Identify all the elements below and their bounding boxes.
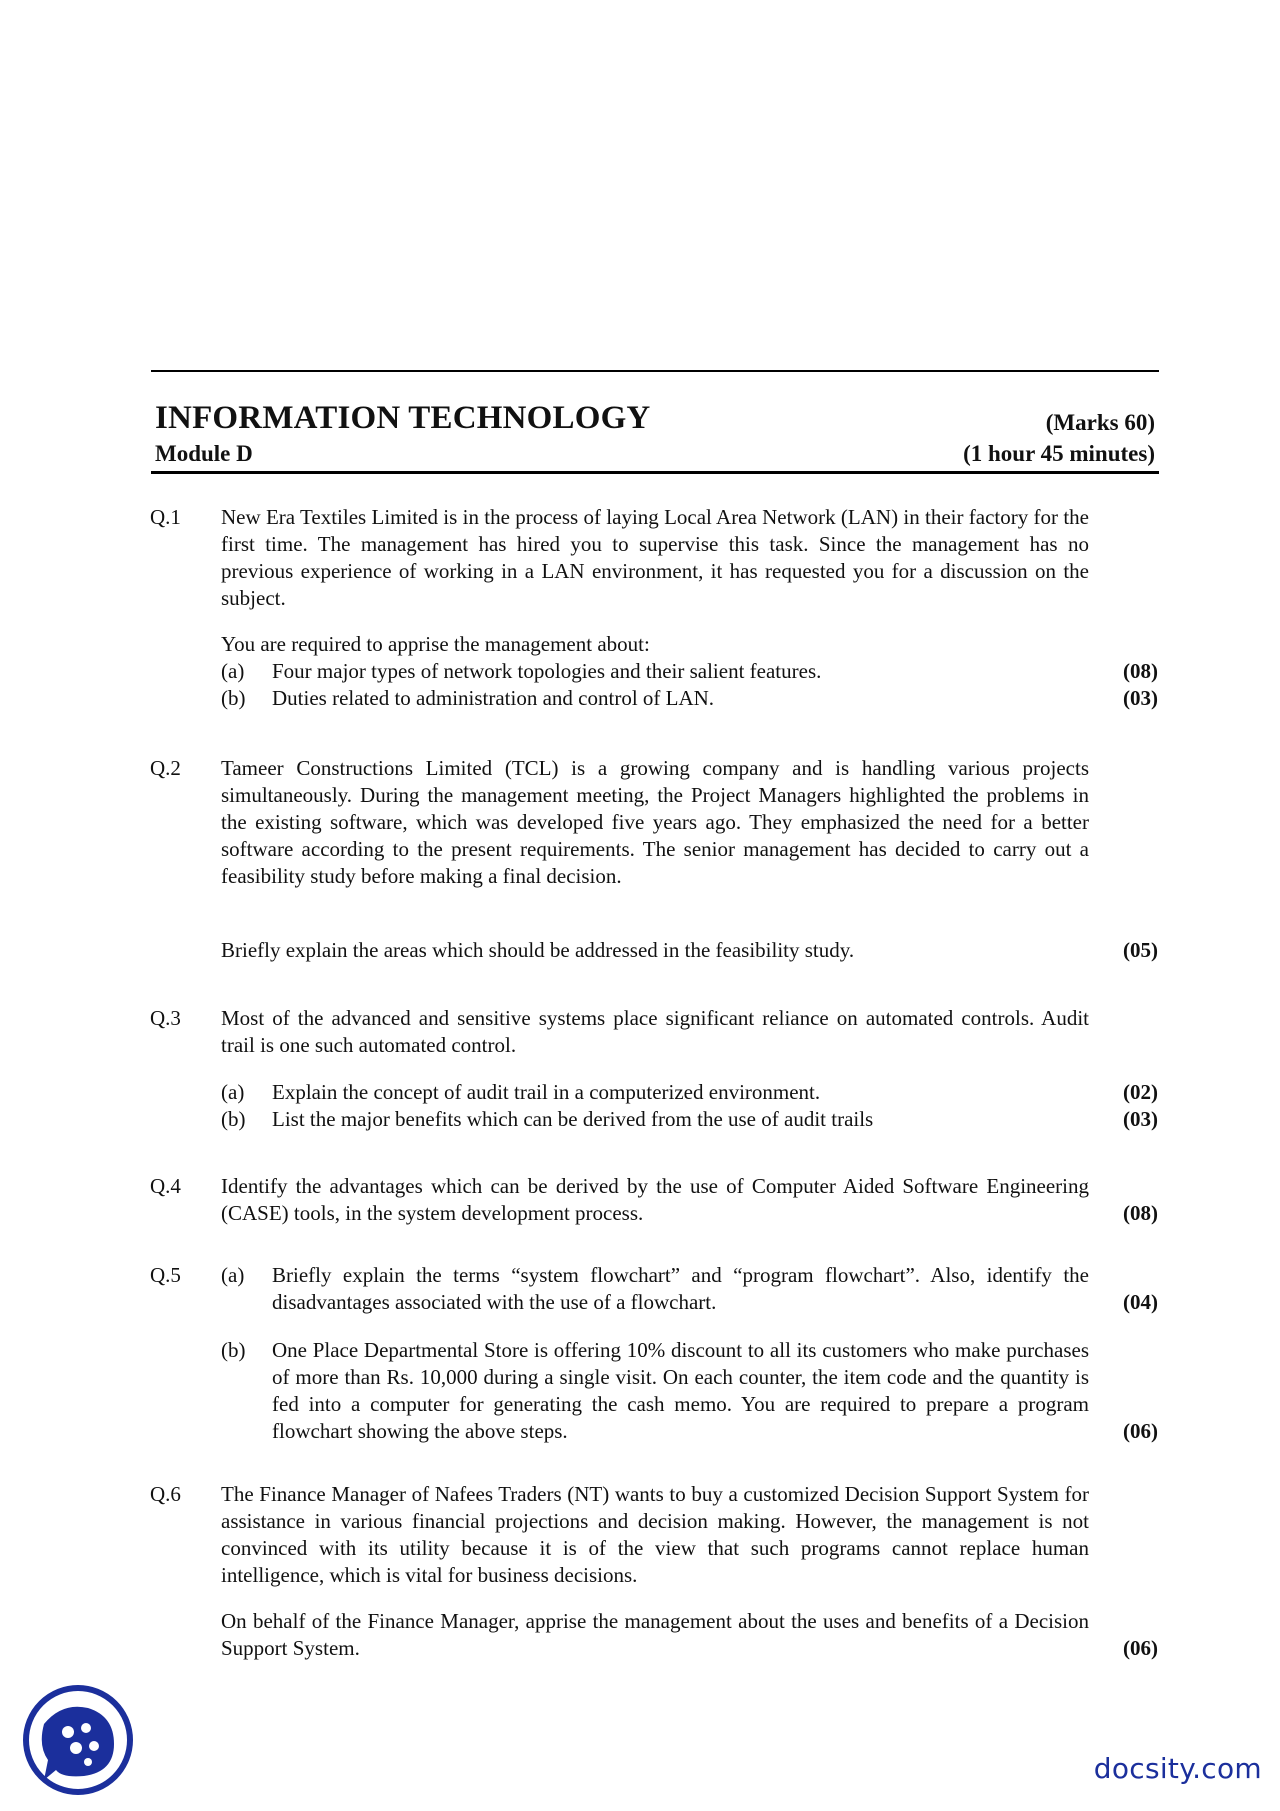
question-text: New Era Textiles Limited is in the process of laying Local Area Network (LAN) in their factory for the first time. The management has hired you to supervise this task. Since the management has no previous experience of working in a LAN environment, it has requested you for a discussion on the subject. bbox=[221, 505, 1089, 610]
part-text: Duties related to administration and control of LAN. bbox=[272, 686, 715, 710]
part-label: (a) bbox=[221, 1263, 245, 1287]
part-label: (b) bbox=[221, 1107, 246, 1131]
question-number: Q.3 bbox=[150, 1006, 181, 1030]
part-text: List the major benefits which can be derived from the use of audit trails bbox=[272, 1107, 874, 1131]
part-text: One Place Departmental Store is offering 10% discount to all its customers who make purchases of more than Rs. 10,000 during a single visit. On each counter, the item code and the quantity is fed into a computer for generating the cash memo. You are required to prepare a program flowchart showing the above steps. bbox=[272, 1338, 1089, 1443]
docsity-logo-icon bbox=[22, 1684, 134, 1796]
module-label: Module D bbox=[155, 441, 253, 466]
total-marks: (Marks 60) bbox=[1045, 410, 1155, 435]
part-text: Briefly explain the terms “system flowchart” and “program flowchart”. Also, identify the disadvantages associated with the use of a flowchart. bbox=[272, 1263, 1089, 1314]
question-instruction: You are required to apprise the management about: bbox=[221, 632, 650, 656]
question-instruction: Briefly explain the areas which should be addressed in the feasibility study. bbox=[221, 938, 855, 962]
part-marks: (03) bbox=[1123, 686, 1158, 710]
question-number: Q.4 bbox=[150, 1174, 181, 1198]
part-marks: (06) bbox=[1123, 1419, 1158, 1443]
exam-duration: (1 hour 45 minutes) bbox=[963, 441, 1155, 466]
header-rule bbox=[151, 471, 1159, 474]
question-instruction: On behalf of the Finance Manager, apprise the management about the uses and benefits of a Decision Support System. bbox=[221, 1609, 1089, 1660]
question-marks: (06) bbox=[1123, 1636, 1158, 1660]
part-label: (b) bbox=[221, 1338, 246, 1362]
part-label: (a) bbox=[221, 659, 245, 683]
question-text: Identify the advantages which can be derived by the use of Computer Aided Software Engineering (CASE) tools, in the system development process. bbox=[221, 1174, 1089, 1225]
part-text: Four major types of network topologies and their salient features. bbox=[272, 659, 822, 683]
part-marks: (08) bbox=[1123, 659, 1158, 683]
question-marks: (05) bbox=[1123, 938, 1158, 962]
question-marks: (08) bbox=[1123, 1201, 1158, 1225]
question-text: Most of the advanced and sensitive systems place significant reliance on automated controls. Audit trail is one such automated control. bbox=[221, 1006, 1089, 1057]
part-text: Explain the concept of audit trail in a computerized environment. bbox=[272, 1080, 821, 1104]
question-number: Q.2 bbox=[150, 756, 181, 780]
part-marks: (02) bbox=[1123, 1080, 1158, 1104]
paper-title: INFORMATION TECHNOLOGY bbox=[155, 400, 651, 436]
question-text: The Finance Manager of Nafees Traders (NT) wants to buy a customized Decision Support System for assistance in various financial projections and decision making. However, the management is not convinced with its utility because it is of the view that such programs cannot replace human intelligence, which is vital for business decisions. bbox=[221, 1482, 1089, 1587]
question-number: Q.1 bbox=[150, 505, 181, 529]
question-number: Q.5 bbox=[150, 1263, 181, 1287]
part-label: (b) bbox=[221, 686, 246, 710]
part-marks: (03) bbox=[1123, 1107, 1158, 1131]
top-rule bbox=[151, 370, 1159, 372]
question-number: Q.6 bbox=[150, 1482, 181, 1506]
part-label: (a) bbox=[221, 1080, 245, 1104]
question-text: Tameer Constructions Limited (TCL) is a growing company and is handling various projects simultaneously. During the management meeting, the Project Managers highlighted the problems in the existing software, which was developed five years ago. They emphasized the need for a better software according to the present requirements. The senior management has decided to carry out a feasibility study before making a final decision. bbox=[221, 756, 1089, 888]
docsity-watermark[interactable]: docsity.com bbox=[1093, 1752, 1262, 1785]
part-marks: (04) bbox=[1123, 1290, 1158, 1314]
